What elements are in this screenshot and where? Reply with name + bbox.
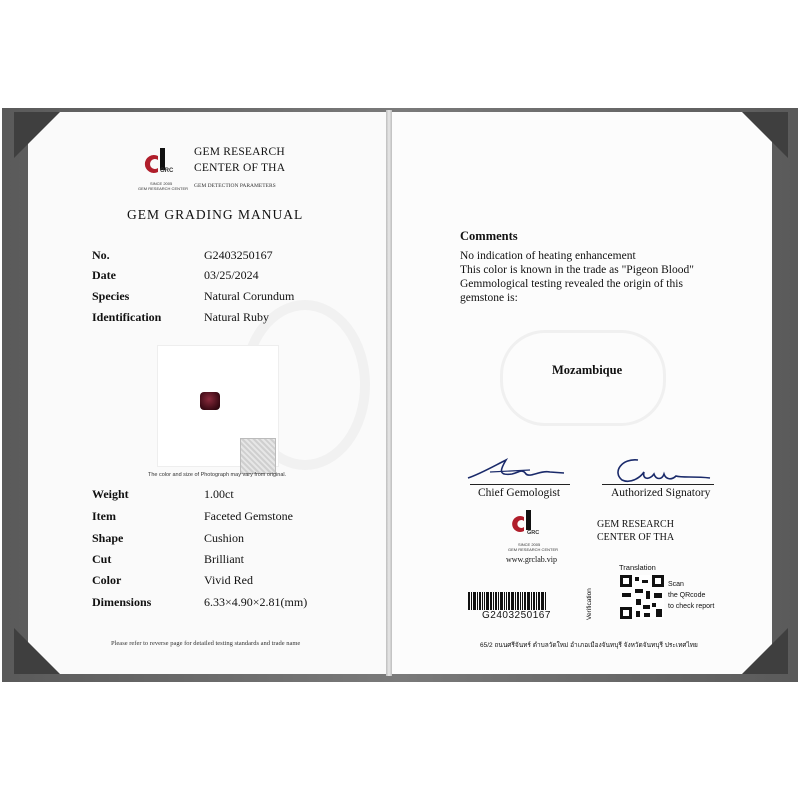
logo-since: SINCE 2005 bbox=[150, 181, 173, 186]
grc-logo-right bbox=[508, 510, 554, 544]
lab-address: 65/2 ถนนศรีจันทร์ ตำบลวัดใหม่ อำเภอเมืองจันทบุรี จังหวัดจันทบุรี ประเทศไทย bbox=[480, 642, 698, 649]
corner-holder-top-left bbox=[14, 112, 60, 158]
field-label: Color bbox=[92, 573, 122, 587]
field-label: No. bbox=[92, 248, 110, 262]
field-value: Brilliant bbox=[204, 552, 244, 566]
authorized-signatory-signature-icon bbox=[598, 452, 718, 486]
website-link[interactable]: www.grclab.vip bbox=[506, 555, 558, 564]
barcode bbox=[468, 592, 568, 610]
hologram-sticker bbox=[240, 438, 276, 474]
field-value: 1.00ct bbox=[204, 487, 234, 501]
watermark-logo bbox=[500, 330, 666, 426]
field-value: Faceted Gemstone bbox=[204, 509, 293, 523]
qr-title: Translation bbox=[619, 563, 656, 572]
qr-code[interactable] bbox=[620, 575, 664, 619]
field-value: G2403250167 bbox=[204, 248, 273, 262]
field-label: Date bbox=[92, 268, 116, 282]
qr-side-label: Verification bbox=[586, 588, 593, 620]
folder-spine bbox=[386, 110, 392, 676]
qr-instruction-line: Scan bbox=[668, 581, 684, 588]
field-value: Natural Corundum bbox=[204, 289, 295, 303]
qr-instruction-line: to check report bbox=[668, 603, 715, 610]
org-subtitle: GEM DETECTION PARAMETERS bbox=[194, 183, 276, 189]
field-label: Weight bbox=[92, 487, 129, 501]
signature-line-left bbox=[470, 484, 570, 485]
field-label: Identification bbox=[92, 310, 162, 324]
origin-value: Mozambique bbox=[552, 363, 623, 377]
logo-center-name: GEM RESEARCH CENTER bbox=[508, 547, 559, 552]
barcode-number: G2403250167 bbox=[482, 610, 551, 621]
org-name-line1: GEM RESEARCH bbox=[194, 146, 285, 158]
org-name-line2-right: CENTER OF THA bbox=[597, 532, 675, 543]
comments-heading: Comments bbox=[460, 229, 518, 243]
photo-caption: The color and size of Photograph may vary from original. bbox=[148, 472, 287, 478]
field-label: Dimensions bbox=[92, 595, 152, 609]
logo-center-name: GEM RESEARCH CENTER bbox=[138, 186, 189, 191]
signature-line-right bbox=[602, 484, 714, 485]
logo-mark-text: GRC bbox=[160, 168, 174, 174]
field-value: Natural Ruby bbox=[204, 310, 269, 324]
field-value: 03/25/2024 bbox=[204, 268, 259, 282]
corner-holder-top-right bbox=[742, 112, 788, 158]
field-label: Species bbox=[92, 289, 130, 303]
qr-instruction-line: the QRcode bbox=[668, 592, 706, 599]
field-label: Shape bbox=[92, 531, 124, 545]
grc-logo-mark-icon bbox=[508, 510, 554, 544]
field-value: 6.33×4.90×2.81(mm) bbox=[204, 595, 308, 609]
logo-mark-text: GRC bbox=[527, 530, 540, 536]
comments-line: gemstone is: bbox=[460, 292, 518, 304]
corner-holder-bottom-left bbox=[14, 628, 60, 674]
chief-gemologist-label: Chief Gemologist bbox=[478, 487, 561, 499]
chief-gemologist-signature-icon bbox=[460, 456, 570, 486]
comments-line: Gemmological testing revealed the origin of this bbox=[460, 278, 683, 290]
comments-line: No indication of heating enhancement bbox=[460, 250, 636, 262]
manual-title: GEM GRADING MANUAL bbox=[127, 207, 304, 222]
gem-photo bbox=[158, 346, 278, 466]
org-name-line2: CENTER OF THA bbox=[194, 162, 286, 174]
org-name-line1-right: GEM RESEARCH bbox=[597, 519, 674, 530]
field-label: Item bbox=[92, 509, 116, 523]
logo-since: SINCE 2005 bbox=[518, 542, 541, 547]
corner-holder-bottom-right bbox=[742, 628, 788, 674]
footer-note: Please refer to reverse page for detailed testing standards and trade name bbox=[111, 640, 301, 647]
field-value: Cushion bbox=[204, 531, 245, 545]
field-value: Vivid Red bbox=[204, 573, 253, 587]
comments-line: This color is known in the trade as "Pigeon Blood" bbox=[460, 264, 694, 276]
ruby-image bbox=[200, 392, 220, 410]
field-label: Cut bbox=[92, 552, 112, 566]
authorized-signatory-label: Authorized Signatory bbox=[611, 487, 711, 499]
